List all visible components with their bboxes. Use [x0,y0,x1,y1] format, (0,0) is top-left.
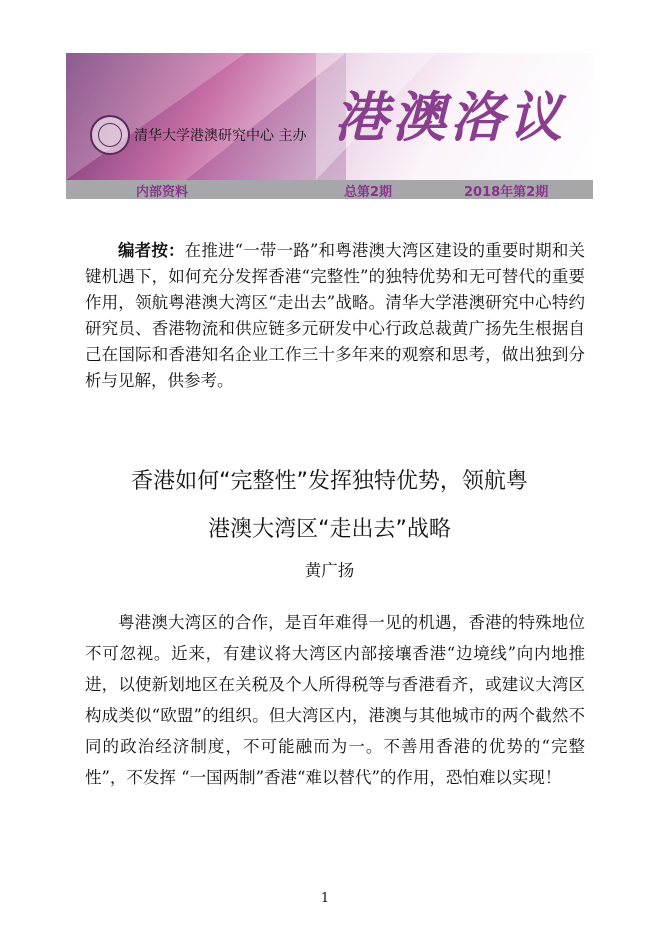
article-title-line-2: 港澳大湾区“走出去”战略 [208,517,451,542]
classification-label: 内部资料 [136,185,189,200]
issue-total-label: 总第2期 [344,185,393,200]
editor-note [85,238,585,394]
article-title [66,458,593,554]
issue-info-bar [66,180,593,199]
publication-title: 港澳洛议 [334,85,566,149]
article-author: 黄广扬 [304,561,355,580]
issue-year-label: 2018年第2期 [464,185,549,200]
page-number: 1 [320,891,330,906]
masthead-banner [66,53,593,180]
article-paragraph: 粤港澳大湾区的合作，是百年难得一见的机遇，香港的特殊地位不可忽视。近来，有建议将大湾区内部接壤香港“边境线”向内地推进，以使新划地区在关税及个人所得税等与香港看齐，或建议大湾区构成类似“欧盟”的组织。但大湾区内，港澳与其他城市的两个截然不同的政治经济制度，不可能融而为一。不善用香港的优势的“完整性”，不发挥 “一国两制”香港“难以替代”的作用，恐怕难以实现！ [85,613,585,787]
editor-note-text: 在推进“一带一路”和粤港澳大湾区建设的重要时期和关键机遇下，如何充分发挥香港“完整性”的独特优势和无可替代的重要作用，领航粤港澳大湾区“走出去”战略。清华大学港澳研究中心特约研究员、香港物流和供应链多元研发中心行政总裁黄广扬先生根据自己在国际和香港知名企业工作三十多年来的观察和思考，做出独到分析与见解，供参考。 [85,241,586,390]
article-title-line-1: 香港如何“完整性”发挥独特优势，领航粤 [131,469,528,494]
university-seal-icon [90,115,130,155]
editor-note-label: 编者按： [118,241,185,260]
organizer-label: 清华大学港澳研究中心 主办 [134,128,307,144]
